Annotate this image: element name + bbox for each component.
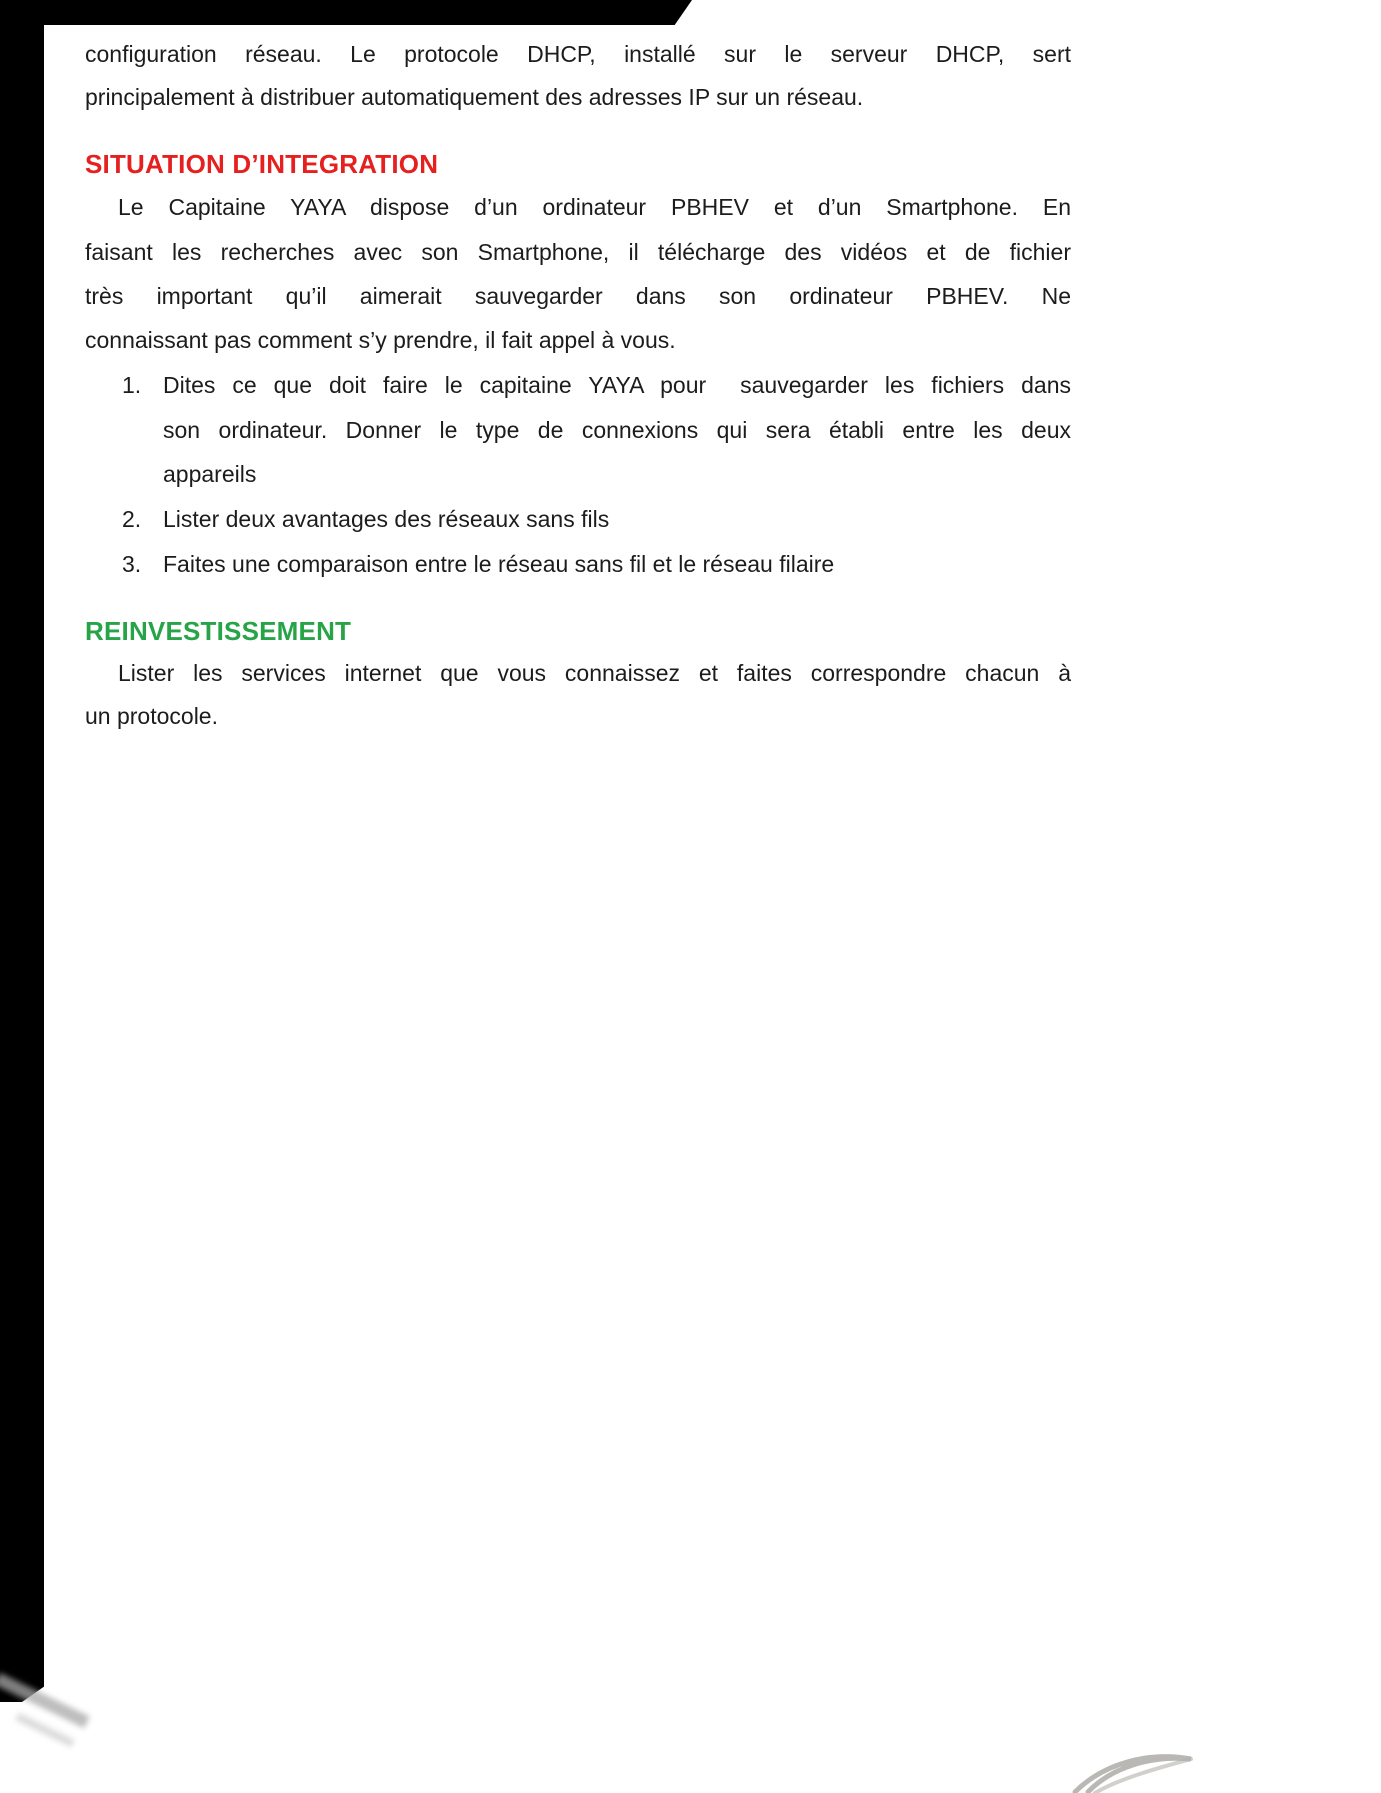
paragraph-line: configuration réseau. Le protocole DHCP, installé sur le serveur DHCP, sert: [85, 41, 1071, 67]
list-item-line: Lister deux avantages des réseaux sans fils: [163, 506, 610, 532]
paragraph-line: très important qu’il aimerait sauvegarder dans son ordinateur PBHEV. Ne: [85, 283, 1071, 309]
paragraph-line: faisant les recherches avec son Smartphone, il télécharge des vidéos et de fichier: [85, 239, 1071, 265]
section-heading-integration: SITUATION D’INTEGRATION: [85, 149, 439, 179]
section-heading-reinvestissement: REINVESTISSEMENT: [85, 616, 352, 646]
paragraph-line: principalement à distribuer automatiquement des adresses IP sur un réseau.: [85, 84, 864, 110]
list-item-line: Faites une comparaison entre le réseau sans fil et le réseau filaire: [163, 551, 835, 577]
paragraph-line: connaissant pas comment s’y prendre, il fait appel à vous.: [85, 327, 676, 353]
list-number: 2.: [122, 506, 142, 532]
paragraph-line: un protocole.: [85, 703, 218, 729]
list-item-line: son ordinateur. Donner le type de connexions qui sera établi entre les deux: [163, 417, 1071, 443]
list-item-line: appareils: [163, 461, 257, 487]
list-number: 3.: [122, 551, 142, 577]
paragraph-line: Lister les services internet que vous connaissez et faites correspondre chacun à: [118, 660, 1071, 686]
list-number: 1.: [122, 372, 142, 398]
list-item-line: Dites ce que doit faire le capitaine YAYA pour sauvegarder les fichiers dans: [163, 372, 1071, 398]
paragraph-line: Le Capitaine YAYA dispose d’un ordinateur PBHEV et d’un Smartphone. En: [118, 194, 1071, 220]
